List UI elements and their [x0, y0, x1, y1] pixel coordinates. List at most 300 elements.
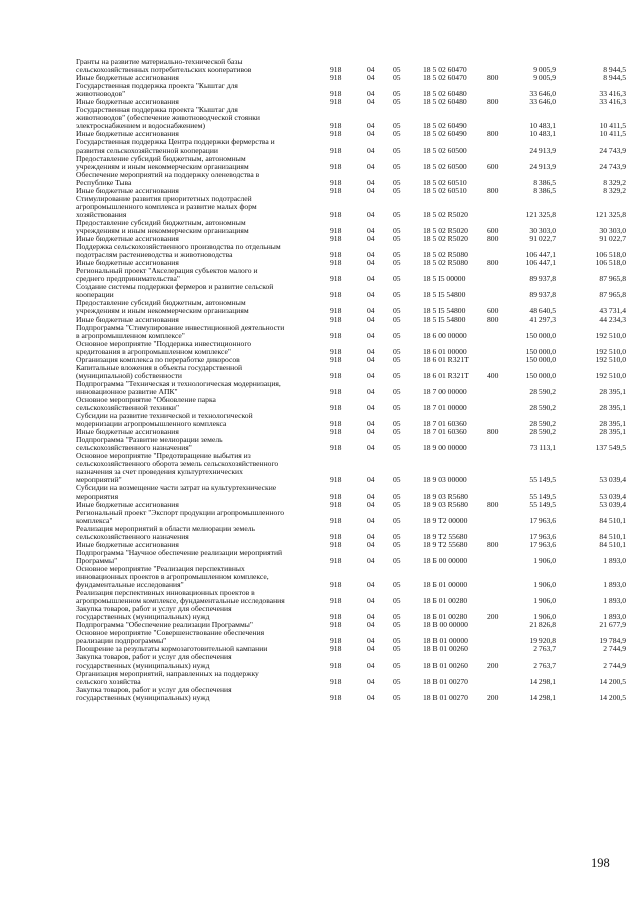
- col-podrazdel: 05: [393, 177, 401, 187]
- col-amount-1: 1 906,0: [533, 612, 556, 622]
- col-amount-2: 1 893,0: [603, 555, 626, 565]
- col-expense-type: 800: [487, 73, 499, 83]
- col-razdel: 04: [367, 258, 375, 268]
- col-target-article: 18 Б 01 00000: [423, 580, 468, 590]
- col-amount-1: 21 826,8: [529, 620, 556, 630]
- row-name-line: государственных (муниципальных) нужд: [76, 692, 210, 702]
- col-amount-1: 1 906,0: [533, 596, 556, 606]
- col-amount-2: 87 965,8: [599, 290, 626, 300]
- col-amount-1: 1 906,0: [533, 580, 556, 590]
- col-razdel: 04: [367, 596, 375, 606]
- col-amount-2: 1 893,0: [603, 612, 626, 622]
- col-amount-2: 192 510,0: [595, 354, 626, 364]
- col-amount-2: 1 893,0: [603, 580, 626, 590]
- row-name-line: Закупка товаров, работ и услуг для обеспечения: [76, 652, 232, 662]
- col-razdel: 04: [367, 636, 375, 646]
- col-podrazdel: 05: [393, 129, 401, 139]
- col-target-article: 18 5 02 R5020: [423, 209, 468, 219]
- row-name-line: Государственная поддержка проекта "Кыштаг для: [76, 105, 238, 115]
- col-amount-2: 53 039,4: [599, 491, 626, 501]
- row-name: [76, 299, 320, 315]
- col-amount-1: 73 113,1: [529, 443, 556, 453]
- row-name-line: мероприятий": [76, 475, 122, 485]
- col-podrazdel: 05: [393, 73, 401, 83]
- row-name-line: подотраслям растениеводства и животноводства: [76, 250, 233, 260]
- col-target-article: 18 5 02 R5020: [423, 225, 468, 235]
- col-glava: 918: [330, 419, 342, 429]
- col-podrazdel: 05: [393, 386, 401, 396]
- col-amount-1: 24 913,9: [529, 145, 556, 155]
- table-row: [0, 589, 639, 605]
- col-expense-type: 800: [487, 499, 499, 509]
- col-expense-type: 200: [487, 660, 499, 670]
- row-name: [76, 653, 320, 669]
- col-razdel: 04: [367, 274, 375, 284]
- col-amount-1: 14 298,1: [529, 692, 556, 702]
- col-podrazdel: 05: [393, 580, 401, 590]
- col-razdel: 04: [367, 386, 375, 396]
- row-name-line: Иные бюджетные ассигнования: [76, 73, 179, 83]
- col-glava: 918: [330, 185, 342, 195]
- col-podrazdel: 05: [393, 692, 401, 702]
- col-target-article: 18 5 02 R5020: [423, 234, 468, 244]
- col-razdel: 04: [367, 692, 375, 702]
- col-target-article: 18 5 02 R5080: [423, 250, 468, 260]
- col-amount-2: 192 510,0: [595, 330, 626, 340]
- col-amount-1: 19 920,8: [529, 636, 556, 646]
- col-razdel: 04: [367, 403, 375, 413]
- col-amount-2: 28 395,1: [599, 427, 626, 437]
- col-amount-1: 150 000,0: [525, 346, 556, 356]
- row-name-line: реализации подпрограммы": [76, 636, 167, 646]
- row-name-line: Основное мероприятие "Реализация перспективных: [76, 563, 245, 573]
- table-row: [0, 106, 639, 130]
- col-target-article: 18 5 02 60500: [423, 145, 467, 155]
- table-row: [0, 324, 639, 340]
- col-glava: 918: [330, 644, 342, 654]
- col-amount-1: 9 005,9: [533, 65, 556, 75]
- col-target-article: 18 В 01 00270: [423, 676, 468, 686]
- row-name-line: Основное мероприятие "Поддержка инвестиционного: [76, 338, 252, 348]
- col-glava: 918: [330, 73, 342, 83]
- row-name-line: агропромышленном комплексе, фундаментальные исследования: [76, 596, 285, 606]
- col-amount-2: 53 039,4: [599, 475, 626, 485]
- row-name-line: Подпрограмма "Стимулирование инвестиционной деятельности: [76, 322, 285, 332]
- col-glava: 918: [330, 209, 342, 219]
- row-name-line: Иные бюджетные ассигнования: [76, 258, 179, 268]
- col-razdel: 04: [367, 475, 375, 485]
- table-row: [0, 629, 639, 645]
- col-podrazdel: 05: [393, 225, 401, 235]
- table-row: [0, 380, 639, 396]
- row-name-line: Подпрограмма "Обеспечение реализации Программы": [76, 620, 253, 630]
- col-expense-type: 800: [487, 97, 499, 107]
- table-row: [0, 195, 639, 219]
- row-name-line: мероприятия: [76, 491, 119, 501]
- col-amount-1: 89 937,8: [529, 290, 556, 300]
- row-name-line: Региональный проект "Акселерация субъектов малого и: [76, 266, 258, 276]
- table-row: [0, 412, 639, 428]
- row-name-line: Поощрение за результаты кормозаготовительной кампании: [76, 644, 268, 654]
- row-name-line: учреждениям и иным некоммерческим организациям: [76, 161, 249, 171]
- col-amount-2: 10 411,5: [599, 121, 626, 131]
- col-amount-2: 21 677,9: [599, 620, 626, 630]
- col-glava: 918: [330, 161, 342, 171]
- row-name-line: сельскохозяйственного назначения": [76, 443, 192, 453]
- row-name-line: Создание системы поддержки фермеров и развитие сельской: [76, 282, 274, 292]
- row-name: [76, 412, 320, 428]
- col-amount-1: 10 483,1: [529, 121, 556, 131]
- row-name-line: Иные бюджетные ассигнования: [76, 499, 179, 509]
- row-name-line: электроснабжением и водоснабжением): [76, 121, 206, 131]
- col-glava: 918: [330, 89, 342, 99]
- col-podrazdel: 05: [393, 491, 401, 501]
- row-name: [76, 58, 320, 74]
- col-glava: 918: [330, 403, 342, 413]
- row-name-line: хозяйствования: [76, 209, 127, 219]
- col-glava: 918: [330, 475, 342, 485]
- col-glava: 918: [330, 274, 342, 284]
- row-name-line: Закупка товаров, работ и услуг для обеспечения: [76, 684, 232, 694]
- col-razdel: 04: [367, 234, 375, 244]
- col-podrazdel: 05: [393, 636, 401, 646]
- col-amount-2: 8 329,2: [603, 177, 626, 187]
- table-row: [0, 155, 639, 171]
- col-razdel: 04: [367, 89, 375, 99]
- col-target-article: 18 5 I5 54800: [423, 314, 466, 324]
- col-amount-1: 1 906,0: [533, 555, 556, 565]
- col-podrazdel: 05: [393, 427, 401, 437]
- row-name-line: Субсидии на развитие технической и технологической: [76, 411, 253, 421]
- row-name-line: Иные бюджетные ассигнования: [76, 185, 179, 195]
- col-razdel: 04: [367, 121, 375, 131]
- row-name-line: Республике Тыва: [76, 177, 132, 187]
- col-amount-2: 121 325,8: [595, 209, 626, 219]
- col-amount-2: 84 510,1: [599, 539, 626, 549]
- row-name-line: Субсидии на возмещение части затрат на культуртехнические: [76, 483, 277, 493]
- col-glava: 918: [330, 596, 342, 606]
- col-glava: 918: [330, 314, 342, 324]
- col-glava: 918: [330, 129, 342, 139]
- row-name: [76, 670, 320, 686]
- row-name: [76, 452, 320, 484]
- row-name-line: Программы": [76, 555, 118, 565]
- table-row: [0, 171, 639, 187]
- row-name-line: Организация комплекса по переработке дикоросов: [76, 354, 240, 364]
- col-glava: 918: [330, 97, 342, 107]
- col-amount-2: 106 518,0: [595, 250, 626, 260]
- col-razdel: 04: [367, 644, 375, 654]
- col-podrazdel: 05: [393, 258, 401, 268]
- row-name-line: Иные бюджетные ассигнования: [76, 539, 179, 549]
- col-razdel: 04: [367, 491, 375, 501]
- col-amount-1: 24 913,9: [529, 161, 556, 171]
- col-glava: 918: [330, 427, 342, 437]
- col-expense-type: 600: [487, 225, 499, 235]
- col-podrazdel: 05: [393, 314, 401, 324]
- col-glava: 918: [330, 660, 342, 670]
- col-target-article: 18 В 00 00000: [423, 620, 468, 630]
- col-razdel: 04: [367, 531, 375, 541]
- col-expense-type: 800: [487, 185, 499, 195]
- col-podrazdel: 05: [393, 145, 401, 155]
- row-name-line: среднего предпринимательства": [76, 274, 180, 284]
- col-glava: 918: [330, 177, 342, 187]
- col-podrazdel: 05: [393, 419, 401, 429]
- row-name-line: сельскохозяйственной техники": [76, 403, 180, 413]
- col-podrazdel: 05: [393, 290, 401, 300]
- col-glava: 918: [330, 612, 342, 622]
- table-row: [0, 670, 639, 686]
- col-amount-1: 55 149,5: [529, 475, 556, 485]
- col-target-article: 18 9 T2 55680: [423, 531, 468, 541]
- col-amount-1: 17 963,6: [529, 515, 556, 525]
- table-row: [0, 396, 639, 412]
- col-glava: 918: [330, 346, 342, 356]
- col-target-article: 18 9 T2 55680: [423, 539, 468, 549]
- col-razdel: 04: [367, 209, 375, 219]
- col-target-article: 18 Б 01 00280: [423, 596, 468, 606]
- table-row: [0, 299, 639, 315]
- col-glava: 918: [330, 692, 342, 702]
- col-razdel: 04: [367, 250, 375, 260]
- row-name-line: Обеспечение мероприятий на поддержку оленеводства в: [76, 169, 260, 179]
- col-podrazdel: 05: [393, 234, 401, 244]
- col-target-article: 18 5 I5 54800: [423, 290, 466, 300]
- col-expense-type: 800: [487, 258, 499, 268]
- col-expense-type: 800: [487, 427, 499, 437]
- col-expense-type: 600: [487, 161, 499, 171]
- col-amount-2: 192 510,0: [595, 346, 626, 356]
- table-row: [0, 283, 639, 299]
- col-target-article: 18 5 02 60490: [423, 121, 467, 131]
- col-razdel: 04: [367, 443, 375, 453]
- row-name-line: кооперации: [76, 290, 114, 300]
- col-razdel: 04: [367, 314, 375, 324]
- col-target-article: 18 7 00 00000: [423, 386, 467, 396]
- row-name-line: Иные бюджетные ассигнования: [76, 314, 179, 324]
- row-name-line: учреждениям и иным некоммерческим организациям: [76, 225, 249, 235]
- col-razdel: 04: [367, 145, 375, 155]
- row-name-line: (муниципальной) собственности: [76, 370, 182, 380]
- col-expense-type: 400: [487, 370, 499, 380]
- col-amount-1: 41 297,3: [529, 314, 556, 324]
- col-amount-1: 2 763,7: [533, 660, 556, 670]
- row-name: [76, 324, 320, 340]
- row-name-line: животноводов" (обеспечение животноводческой стоянки: [76, 113, 260, 123]
- row-name-line: развития сельскохозяйственной кооперации: [76, 145, 218, 155]
- row-name: [76, 82, 320, 98]
- row-name-line: в агропромышленном комплексе": [76, 330, 185, 340]
- table-row: [0, 436, 639, 452]
- col-amount-2: 30 303,0: [599, 225, 626, 235]
- col-amount-2: 33 416,3: [599, 97, 626, 107]
- col-amount-1: 55 149,5: [529, 491, 556, 501]
- col-amount-2: 53 039,4: [599, 499, 626, 509]
- col-amount-2: 28 395,1: [599, 403, 626, 413]
- col-podrazdel: 05: [393, 475, 401, 485]
- row-name-line: Стимулирование развития приоритетных подотраслей: [76, 193, 252, 203]
- col-podrazdel: 05: [393, 161, 401, 171]
- col-podrazdel: 05: [393, 346, 401, 356]
- row-name: [76, 283, 320, 299]
- col-glava: 918: [330, 250, 342, 260]
- col-razdel: 04: [367, 660, 375, 670]
- table-row: [0, 340, 639, 356]
- col-amount-2: 14 200,5: [599, 676, 626, 686]
- row-name-line: Основное мероприятие "Обновление парка: [76, 394, 216, 404]
- row-name-line: Подпрограмма "Техническая и технологическая модернизация,: [76, 378, 281, 388]
- col-podrazdel: 05: [393, 596, 401, 606]
- row-name-line: Предоставление субсидий бюджетным, автономным: [76, 217, 246, 227]
- col-amount-1: 150 000,0: [525, 354, 556, 364]
- col-podrazdel: 05: [393, 531, 401, 541]
- budget-table: [0, 58, 639, 702]
- page-number: 198: [591, 856, 610, 870]
- col-amount-2: 137 549,5: [595, 443, 626, 453]
- col-razdel: 04: [367, 580, 375, 590]
- col-target-article: 18 5 02 60510: [423, 185, 467, 195]
- col-amount-2: 8 944,5: [603, 65, 626, 75]
- col-amount-2: 2 744,9: [603, 644, 626, 654]
- col-target-article: 18 9 03 00000: [423, 475, 467, 485]
- row-name-line: государственных (муниципальных) нужд: [76, 660, 210, 670]
- row-name: [76, 243, 320, 259]
- row-name-line: Реализация перспективных инновационных проектов в: [76, 588, 255, 598]
- col-razdel: 04: [367, 555, 375, 565]
- col-glava: 918: [330, 306, 342, 316]
- row-name-line: фундаментальные исследования": [76, 580, 184, 590]
- table-row: [0, 243, 639, 259]
- col-target-article: 18 5 I5 00000: [423, 274, 466, 284]
- col-amount-2: 24 743,9: [599, 161, 626, 171]
- col-expense-type: 200: [487, 692, 499, 702]
- col-target-article: 18 5 02 R5080: [423, 258, 468, 268]
- col-amount-1: 9 005,9: [533, 73, 556, 83]
- col-target-article: 18 5 02 60500: [423, 161, 467, 171]
- row-name: [76, 605, 320, 621]
- row-name: [76, 549, 320, 565]
- col-amount-2: 44 234,3: [599, 314, 626, 324]
- col-razdel: 04: [367, 177, 375, 187]
- row-name-line: инновационное развитие АПК": [76, 386, 178, 396]
- col-podrazdel: 05: [393, 620, 401, 630]
- row-name: [76, 484, 320, 500]
- col-target-article: 18 Б 00 00000: [423, 555, 468, 565]
- col-amount-1: 17 963,6: [529, 539, 556, 549]
- row-name-line: Государственная поддержка Центра поддержки фермерства и: [76, 137, 275, 147]
- col-amount-1: 8 386,5: [533, 185, 556, 195]
- col-target-article: 18 5 02 60490: [423, 129, 467, 139]
- row-name-line: Государственная поддержка проекта "Кыштаг для: [76, 81, 238, 91]
- col-podrazdel: 05: [393, 499, 401, 509]
- col-glava: 918: [330, 145, 342, 155]
- col-glava: 918: [330, 330, 342, 340]
- col-glava: 918: [330, 676, 342, 686]
- col-razdel: 04: [367, 419, 375, 429]
- col-target-article: 18 9 T2 00000: [423, 515, 468, 525]
- col-amount-1: 14 298,1: [529, 676, 556, 686]
- table-row: [0, 138, 639, 154]
- col-target-article: 18 7 01 60360: [423, 419, 467, 429]
- row-name: [76, 396, 320, 412]
- col-glava: 918: [330, 539, 342, 549]
- row-name: [76, 195, 320, 219]
- col-podrazdel: 05: [393, 555, 401, 565]
- col-amount-1: 28 590,2: [529, 403, 556, 413]
- row-name: [76, 171, 320, 187]
- col-amount-2: 8 329,2: [603, 185, 626, 195]
- col-glava: 918: [330, 515, 342, 525]
- col-amount-1: 150 000,0: [525, 330, 556, 340]
- col-amount-1: 33 646,0: [529, 89, 556, 99]
- table-row: [0, 484, 639, 500]
- col-glava: 918: [330, 499, 342, 509]
- col-amount-1: 106 447,1: [525, 250, 556, 260]
- col-target-article: 18 5 I5 54800: [423, 306, 466, 316]
- col-razdel: 04: [367, 539, 375, 549]
- col-target-article: 18 7 01 00000: [423, 403, 467, 413]
- row-name-line: сельскохозяйственных потребительских кооперативов: [76, 65, 252, 75]
- row-name: [76, 565, 320, 589]
- col-glava: 918: [330, 491, 342, 501]
- table-row: [0, 267, 639, 283]
- table-row: [0, 82, 639, 98]
- row-name-line: Основное мероприятие "Совершенствование обеспечения: [76, 628, 265, 638]
- col-razdel: 04: [367, 676, 375, 686]
- table-row: [0, 686, 639, 702]
- col-amount-1: 55 149,5: [529, 499, 556, 509]
- col-amount-2: 2 744,9: [603, 660, 626, 670]
- col-target-article: 18 5 02 60480: [423, 89, 467, 99]
- row-name-line: Организация мероприятий, направленных на поддержку: [76, 668, 259, 678]
- row-name-line: Иные бюджетные ассигнования: [76, 129, 179, 139]
- table-row: [0, 605, 639, 621]
- col-glava: 918: [330, 290, 342, 300]
- col-glava: 918: [330, 370, 342, 380]
- col-glava: 918: [330, 636, 342, 646]
- col-amount-1: 48 640,5: [529, 306, 556, 316]
- table-row: [0, 549, 639, 565]
- col-amount-1: 2 763,7: [533, 644, 556, 654]
- col-amount-1: 8 386,5: [533, 177, 556, 187]
- row-name-line: Иные бюджетные ассигнования: [76, 427, 179, 437]
- col-target-article: 18 В 01 00260: [423, 644, 468, 654]
- col-razdel: 04: [367, 129, 375, 139]
- row-name-line: Региональный проект "Экспорт продукции агропромышленного: [76, 507, 285, 517]
- col-razdel: 04: [367, 97, 375, 107]
- table-row: [0, 219, 639, 235]
- col-target-article: 18 5 02 60510: [423, 177, 467, 187]
- col-podrazdel: 05: [393, 515, 401, 525]
- col-glava: 918: [330, 65, 342, 75]
- row-name-line: Подпрограмма "Научное обеспечение реализации мероприятий: [76, 547, 283, 557]
- col-razdel: 04: [367, 346, 375, 356]
- col-target-article: 18 В 01 00270: [423, 692, 468, 702]
- col-podrazdel: 05: [393, 250, 401, 260]
- table-row: [0, 653, 639, 669]
- row-name-line: Капитальные вложения в объекты государственной: [76, 362, 243, 372]
- row-name-line: сельскохозяйственного оборота земель сельскохозяйственного: [76, 459, 279, 469]
- col-amount-2: 28 395,1: [599, 386, 626, 396]
- col-glava: 918: [330, 443, 342, 453]
- col-target-article: 18 6 01 00000: [423, 346, 467, 356]
- col-target-article: 18 6 01 R321T: [423, 354, 469, 364]
- row-name: [76, 509, 320, 525]
- col-amount-2: 33 416,3: [599, 89, 626, 99]
- col-amount-2: 8 944,5: [603, 73, 626, 83]
- col-podrazdel: 05: [393, 65, 401, 75]
